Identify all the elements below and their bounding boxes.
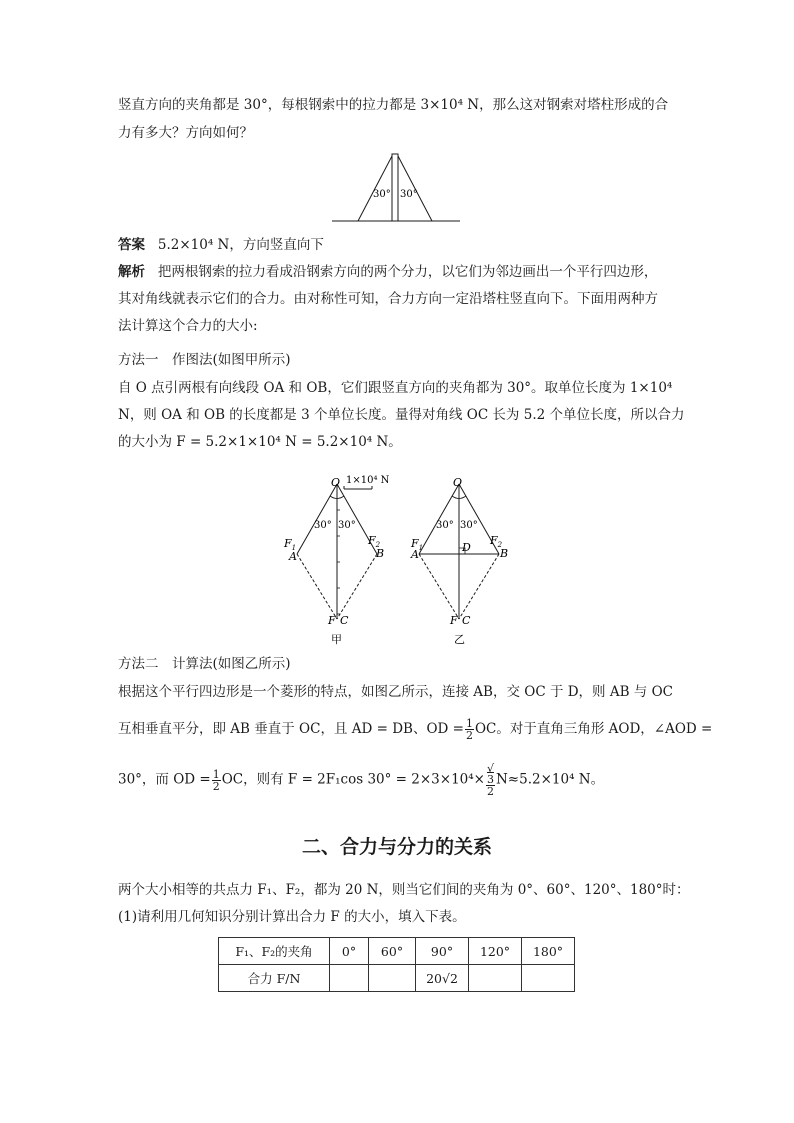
- angle-right: 30°: [338, 520, 356, 531]
- table-cell: [469, 965, 522, 992]
- label-F2: $F_2$: [368, 534, 381, 549]
- resultant-force-table: [218, 937, 575, 992]
- tower-figure: [330, 150, 462, 226]
- method1-title: 方法一 作图法(如图甲所示): [118, 352, 291, 368]
- answer: [118, 236, 676, 254]
- tower-pillar: [392, 154, 398, 221]
- label-B-2: B: [500, 547, 509, 560]
- label-D: D: [462, 541, 471, 554]
- section2-intro: 两个大小相等的共点力 F₁、F₂，都为 20 N，则当它们间的夹角为 0°、60°、120°、180°时：: [118, 882, 690, 898]
- scale-label: 1×10⁴ N: [346, 475, 390, 486]
- section2-task: (1)请利用几何知识分别计算出合力 F 的大小，填入下表。: [118, 909, 466, 925]
- table-cell: 20√2: [416, 965, 469, 992]
- dashed-BC-2: [459, 554, 499, 619]
- label-F2-2: $F_2$: [490, 534, 503, 549]
- table-row: [219, 965, 575, 992]
- parallelogram-figures: [280, 470, 530, 648]
- dashed-AC: [297, 554, 337, 619]
- label-A: A: [289, 550, 297, 563]
- method1-line-3: 的大小为 F = 5.2×1×10⁴ N = 5.2×10⁴ N。: [118, 434, 402, 450]
- angle-right-2: 30°: [460, 520, 478, 531]
- table-cell: [369, 965, 416, 992]
- label-F-2: F: [450, 614, 458, 627]
- figure-jia: [283, 475, 390, 646]
- table-cell: [330, 965, 369, 992]
- vector-OA-2: [419, 484, 459, 554]
- table-header-cell: 120°: [469, 938, 522, 965]
- tower-angle-left: 30°: [373, 189, 391, 200]
- label-O: O: [331, 476, 341, 489]
- dashed-AC-2: [419, 554, 459, 619]
- table-header-row: [219, 938, 575, 965]
- analysis-line-1: 解析 把两根钢索的拉力看成沿钢索方向的两个分力，以它们为邻边画出一个平行四边形，: [118, 264, 658, 280]
- table-header-cell: F₁、F₂的夹角: [219, 938, 330, 965]
- method2-line-3: 30°，而 OD = $\frac{1}{2}$ OC，则有 F = 2F₁cos 30° = 2×3×10⁴× √ 3 2 N≈5.2×10⁴ N。: [118, 762, 605, 798]
- label-F1-2: $F_1$: [411, 537, 424, 552]
- label-A-2: A: [411, 548, 419, 561]
- problem-line-1: 竖直方向的夹角都是 30°，每根钢索中的拉力都是 3×10⁴ N，那么这对钢索对塔柱形成的合: [118, 97, 669, 113]
- analysis-line-3: 法计算这个合力的大小:: [118, 318, 258, 334]
- table-header-cell: 60°: [369, 938, 416, 965]
- fraction-sqrt3-over-2: √ 3 2: [486, 762, 494, 798]
- method1-line-2: N，则 OA 和 OB 的长度都是 3 个单位长度。量得对角线 OC 长为 5.2 个单位长度，所以合力: [118, 407, 685, 423]
- caption-jia: 甲: [331, 633, 342, 646]
- answer-label: 答案: [118, 237, 145, 253]
- fraction-half-2: $\frac{1}{2}$: [212, 767, 220, 793]
- angle-left: 30°: [314, 520, 332, 531]
- table-cell: [522, 965, 575, 992]
- label-O-2: O: [453, 476, 463, 489]
- table-header-cell: 180°: [522, 938, 575, 965]
- method1-line-1: 自 O 点引两根有向线段 OA 和 OB，它们跟竖直方向的夹角都为 30°。取单位长度为 1×10⁴: [118, 380, 673, 396]
- table-header-cell: 90°: [416, 938, 469, 965]
- method2-line-2: 互相垂直平分，即 AB 垂直于 OC，且 AD = DB、OD = $\frac{1}{2}$ OC。对于直角三角形 AOD，∠AOD =: [118, 717, 713, 742]
- tower-angle-right: 30°: [400, 189, 418, 200]
- label-F1: $F_1$: [284, 537, 297, 552]
- answer-value: 5.2×10⁴ N，方向竖直向下: [157, 237, 324, 253]
- method2-line-1: 根据这个平行四边形是一个菱形的特点，如图乙所示，连接 AB，交 OC 于 D，则 AB 与 OC: [118, 684, 673, 700]
- method2-title: 方法二 计算法(如图乙所示): [118, 656, 291, 672]
- label-F: F: [328, 614, 336, 627]
- caption-yi: 乙: [454, 633, 465, 646]
- angle-left-2: 30°: [436, 520, 454, 531]
- table-header-cell: 0°: [330, 938, 369, 965]
- analysis-label: 解析: [118, 264, 145, 280]
- label-B: B: [376, 547, 385, 560]
- fraction-half: $\frac{1}{2}$: [465, 717, 473, 742]
- problem-line-2: 力有多大？方向如何？: [118, 125, 253, 141]
- dashed-BC: [337, 554, 377, 619]
- vector-OA: [297, 484, 337, 554]
- table-row-label: 合力 F/N: [219, 965, 330, 992]
- label-C-2: C: [462, 614, 471, 627]
- label-C: C: [340, 614, 349, 627]
- analysis-line-2: 其对角线就表示它们的合力。由对称性可知，合力方向一定沿塔柱竖直向下。下面用两种方: [118, 291, 658, 307]
- section2-heading: 二、合力与分力的关系: [301, 836, 492, 858]
- figure-yi: [410, 476, 508, 646]
